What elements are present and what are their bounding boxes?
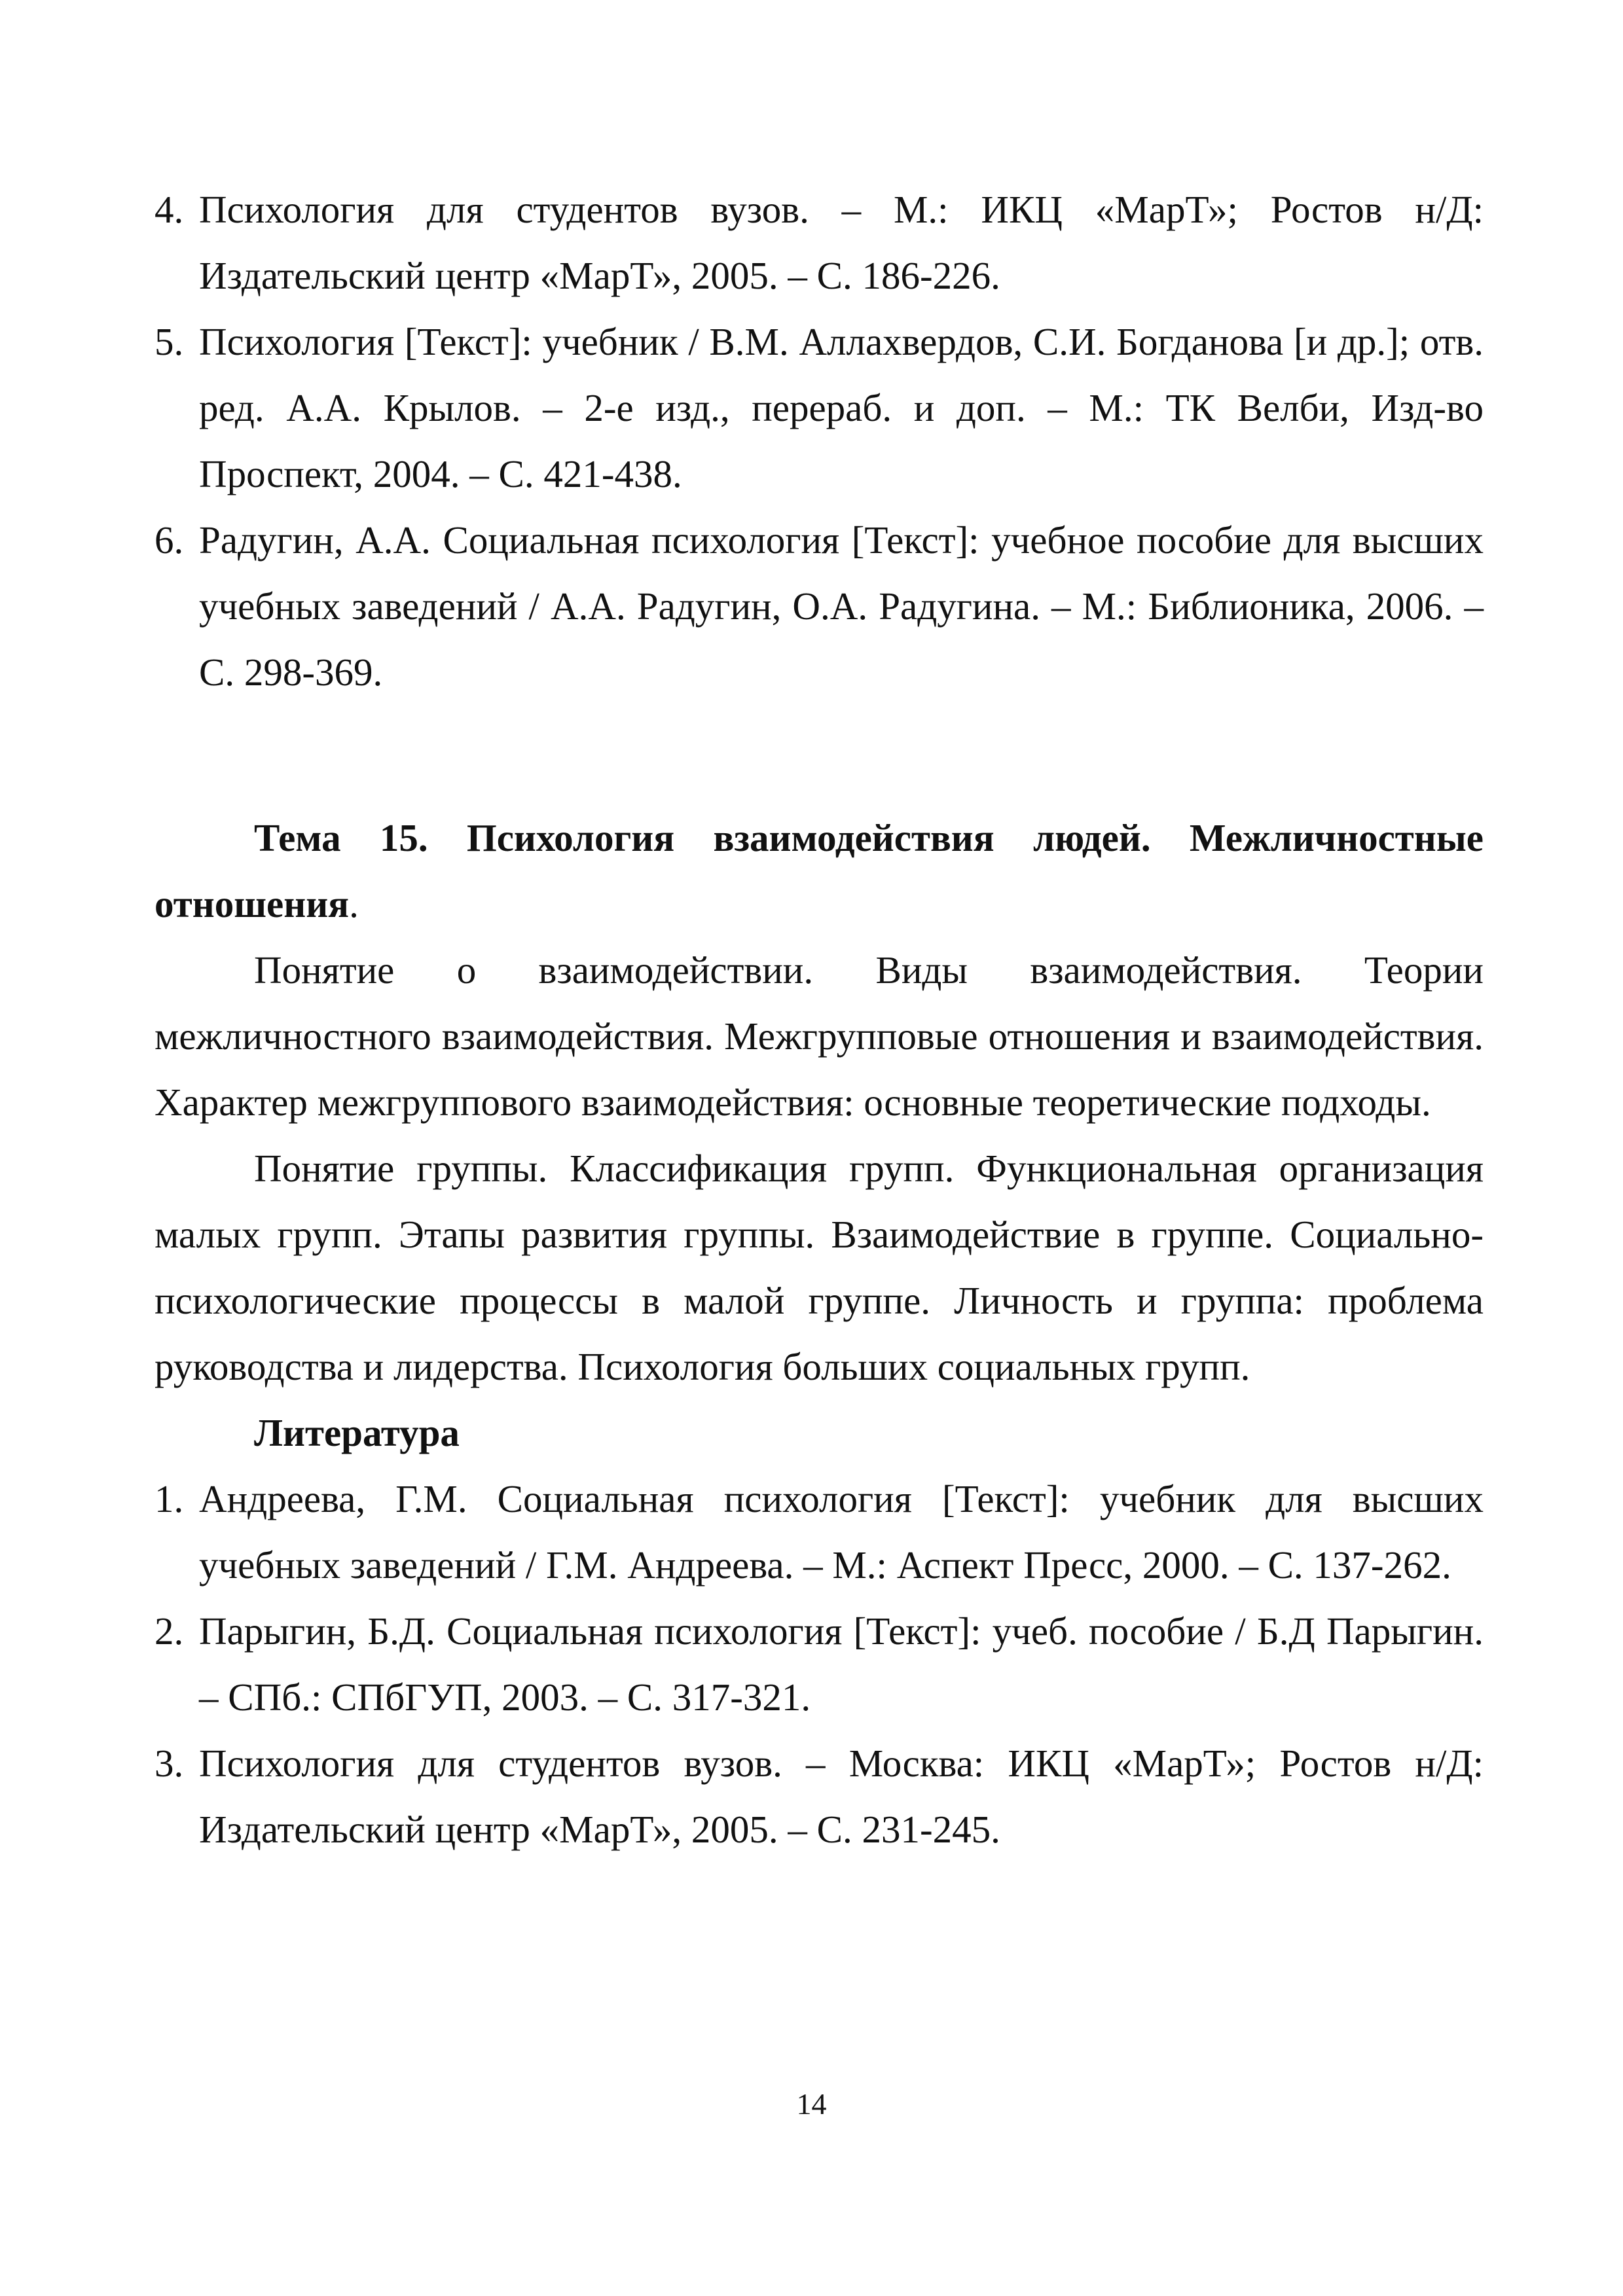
- list-item-text: Психология [Текст]: учебник / В.М. Аллахвердов, С.И. Богданова [и др.]; отв. ред. А.А. Крылов. – 2-е изд., перераб. и доп. – М.: ТК Велби, Изд-во Проспект, 2004. – С. 421-438.: [199, 320, 1484, 495]
- list-item-number: 3.: [155, 1742, 184, 1785]
- list-item: [155, 1466, 1484, 1598]
- list-item: [155, 507, 1484, 706]
- list-item-text: Парыгин, Б.Д. Социальная психология [Текст]: учеб. пособие / Б.Д Парыгин. – СПб.: СПбГУП, 2003. – С. 317-321.: [199, 1609, 1484, 1719]
- topic-heading: [155, 805, 1484, 937]
- reference-list-literature: [155, 1466, 1484, 1863]
- list-item-text: Радугин, А.А. Социальная психология [Текст]: учебное пособие для высших учебных заведений / А.А. Радугин, О.А. Радугина. – М.: Библионика, 2006. – С. 298-369.: [199, 518, 1484, 694]
- list-item-number: 5.: [155, 320, 184, 363]
- topic-title: Тема 15. Психология взаимодействия людей. Межличностные отношения: [155, 816, 1484, 925]
- list-item-number: 4.: [155, 188, 184, 231]
- paragraph-interaction: Понятие о взаимодействии. Виды взаимодействия. Теории межличностного взаимодействия. Межгрупповые отношения и взаимодействия. Характер межгруппового взаимодействия: основные теоретические подходы.: [155, 948, 1484, 1124]
- list-item: [155, 309, 1484, 507]
- list-item: [155, 1598, 1484, 1731]
- list-item: [155, 177, 1484, 309]
- literature-heading: Литература: [254, 1411, 460, 1454]
- paragraph-groups: Понятие группы. Классификация групп. Функциональная организация малых групп. Этапы развития группы. Взаимодействие в группе. Социально-психологические процессы в малой группе. Личность и группа: проблема руководства и лидерства. Психология больших социальных групп.: [155, 1147, 1484, 1388]
- page-content: [155, 177, 1484, 1863]
- reference-list-top: [155, 177, 1484, 706]
- list-item: [155, 1731, 1484, 1863]
- list-item-text: Психология для студентов вузов. – Москва: ИКЦ «МарТ»; Ростов н/Д: Издательский центр «МарТ», 2005. – С. 231-245.: [199, 1742, 1484, 1851]
- list-item-text: Психология для студентов вузов. – М.: ИКЦ «МарТ»; Ростов н/Д: Издательский центр «МарТ», 2005. – С. 186-226.: [199, 188, 1484, 297]
- page-number: 14: [796, 2087, 827, 2121]
- list-item-number: 6.: [155, 518, 184, 562]
- list-item-number: 2.: [155, 1609, 184, 1653]
- list-item-text: Андреева, Г.М. Социальная психология [Текст]: учебник для высших учебных заведений / Г.М. Андреева. – М.: Аспект Пресс, 2000. – С. 137-262.: [199, 1477, 1484, 1587]
- topic-title-period: .: [349, 882, 359, 925]
- list-item-number: 1.: [155, 1477, 184, 1520]
